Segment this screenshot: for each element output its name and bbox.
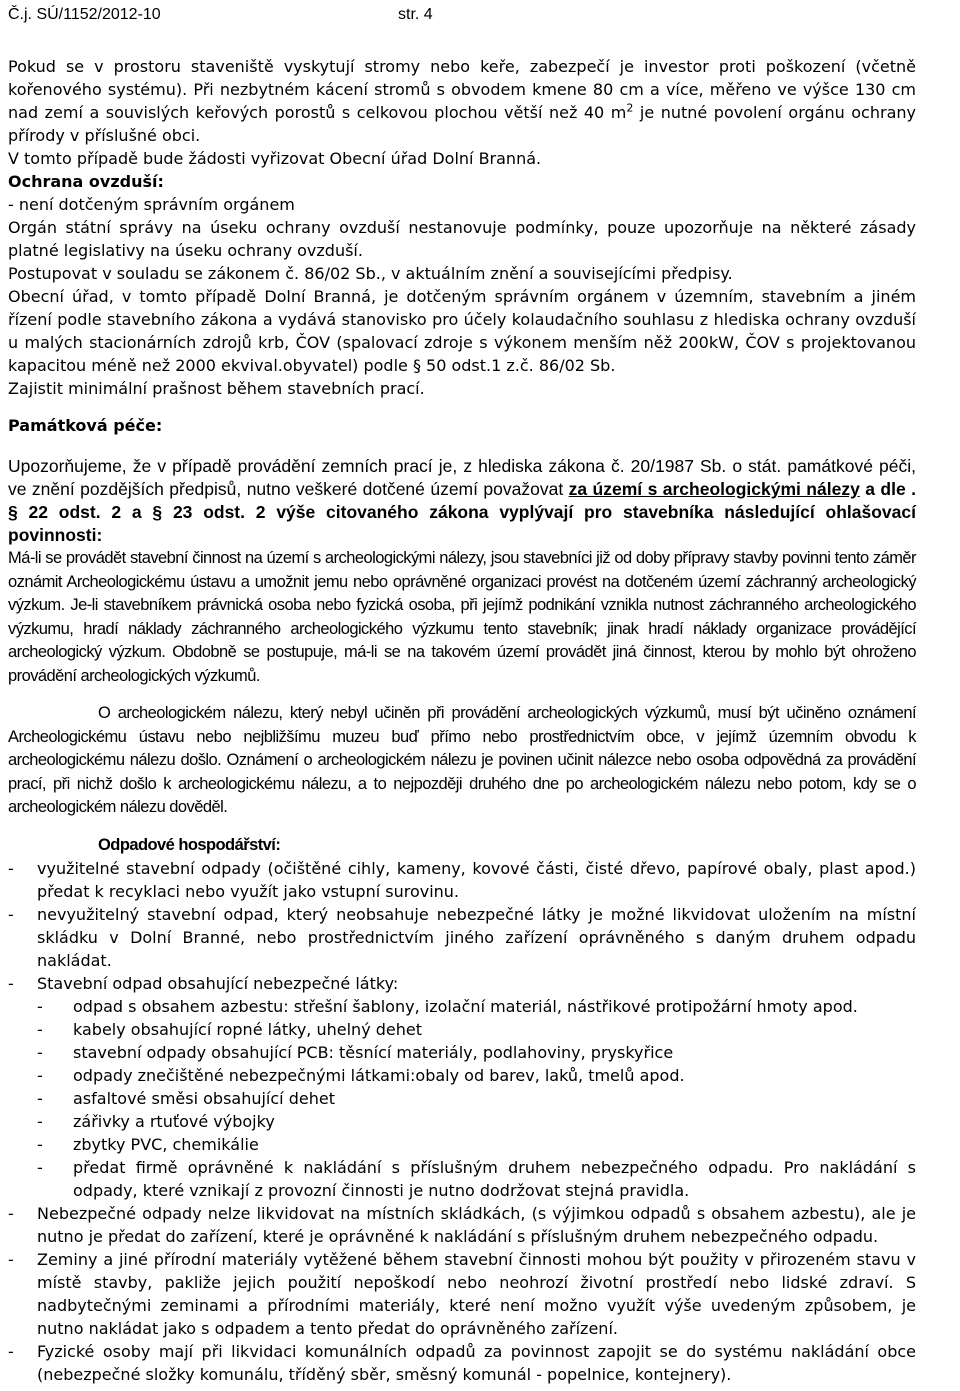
document-body — [8, 55, 916, 1386]
air-line-2: Orgán státní správy na úseku ochrany ovzduší nestanovuje podmínky, pouze upozorňuje na některé zásady platné legislativy na úseku ochrany ovzduší. — [8, 218, 916, 260]
air-line-4: Obecní úřad, v tomto případě Dolní Branná, je dotčeným správním orgánem v územním, stavebním a jiném řízení podle stavebního zákona a vydává stanovisko pro účely kolaudačního souhlasu z hlediska ochrany ovzduší u malých stacionárních zdrojů krb, ČOV (spalovací zdroje s výkonem menším něž 200kW, ČOV s projektovanou kapacitou méně než 2000 ekvival.obyvatel) podle § 50 odst.1 z.č. 86/02 Sb. — [8, 287, 916, 375]
air-protection-heading: Ochrana ovzduší: — [8, 172, 164, 191]
reference-number: Č.j. SÚ/1152/2012-10 — [8, 6, 161, 23]
list-item: - Fyzické osoby mají při likvidaci komunálních odpadů za povinnost zapojit se do systému nakládání obce (nebezpečné složky komunálu, tříděný sběr, směsný komunál - popelnice, kontejnery). — [8, 1342, 916, 1384]
list-item: - využitelné stavební odpady (očištěné cihly, kameny, kovové části, čisté dřevo, papírové obaly, plast apod.) předat k recyklaci nebo využít jako vstupní surovinu. — [8, 859, 916, 901]
authority-paragraph: V tomto případě bude žádosti vyřizovat Obecní úřad Dolní Branná. — [8, 149, 542, 168]
monument-care-heading: Památková péče: — [8, 416, 163, 435]
list-item: - Stavební odpad obsahující nebezpečné látky: — [8, 974, 399, 993]
sub-list-item: - kabely obsahující ropné látky, uhelný dehet — [37, 1020, 422, 1039]
sub-list-item: - zbytky PVC, chemikálie — [37, 1135, 259, 1154]
monument-duties-paragraph: Má-li se provádět stavební činnost na území s archeologickými nálezy, jsou stavebníci již od doby přípravy stavby povinni tento záměr oznámit Archeologickému ústavu a umožnit jemu nebo oprávněné organizaci provést na dotčeném území záchranný archeologický výzkum. Je-li stavebníkem právnická osoba nebo fyzická osoba, při jejímž podnikání vznikla nutnost záchranného archeologického výzkumu, hradí náklady záchranného archeologického výzkumu tento stavebník; jinak hradí náklady organizace provádějící archeologický výzkum. Obdobně se postupuje, má-li se na takovém území provádět jiná činnost, kterou by mohlo být ohroženo provádění archeologických výzkumů. — [8, 549, 916, 685]
list-item: - Nebezpečné odpady nelze likvidovat na místních skládkách, (s výjimkou odpadů s obsahem azbestu), ale je nutno je předat do zařízení, které je oprávněné k nakládání s příslušným druhem nebezpečného odpadu. — [8, 1204, 916, 1246]
monument-paragraph: Upozorňujeme, že v případě provádění zemních prací je, z hlediska zákona č. 20/1987 Sb. o stát. památkové péči, ve znění pozdějších předpisů, nutno veškeré dotčené území považovat za území s archeologickými nálezy a dle . § 22 odst. 2 a § 23 odst. 2 výše citovaného zákona vyplývají pro stavebníka následující ohlašovací povinnosti: — [8, 456, 916, 545]
air-line-5: Zajistit minimální prašnost během stavebních prací. — [8, 379, 425, 398]
sub-list-item: - odpady znečištěné nebezpečnými látkami:obaly od barev, laků, tmelů apod. — [37, 1066, 685, 1085]
page-number: str. 4 — [398, 6, 433, 23]
list-item: - nevyužitelný stavební odpad, který neobsahuje nebezpečné látky je možné likvidovat uložením na místní skládku v Dolní Branné, nebo prostřednictvím jiného zařízení oprávněného s daným druhem odpadu nakládat. — [8, 905, 916, 970]
monument-finding-paragraph: O archeologickém nálezu, který nebyl učiněn při provádění archeologických výzkumů, musí být učiněno oznámení Archeologickému ústavu nebo nejbližšímu muzeu buď přímo nebo prostřednictvím obce, v jejímž územním obvodu k archeologickému nálezu došlo. Oznámení o archeologickém nálezu je povinen učinit nálezce nebo osoba odpovědná za provádění prací, při nichž došlo k archeologickému nálezu, a to nejpozději druhého dne po archeologickém nálezu nebo potom, kdy se o archeologickém nálezu dověděl. — [8, 704, 916, 816]
sub-list-item: - předat firmě oprávněné k nakládání s příslušným druhem nebezpečného odpadu. Pro nakládání s odpady, které vznikají z provozní činnosti je nutno dodržovat stejná pravidla. — [37, 1158, 916, 1200]
list-item: - Zeminy a jiné přírodní materiály vytěžené během stavební činnosti mohou být použity v přirozeném stavu v místě stavby, pakliže jejich použití nepoškodí nebo neohrozí životní prostředí nebo lidské zdraví. S nadbytečnými zeminami a přírodními materiály, které není možno využít výše uvedeným způsobem, je nutno nakládat jako s odpadem a tento předat do oprávněného zařízení. — [8, 1250, 916, 1338]
air-line-1: - není dotčeným správním orgánem — [8, 195, 295, 214]
archeological-area-underlined: za území s archeologickými nálezy — [568, 479, 860, 499]
sub-list-item: - asfaltové směsi obsahující dehet — [37, 1089, 335, 1108]
sub-list-item: - odpad s obsahem azbestu: střešní šablony, izolační materiál, nástřikové protipožární hmoty apod. — [37, 997, 858, 1016]
sub-list-item: - stavební odpady obsahující PCB: těsnící materiály, podlahoviny, pryskyřice — [37, 1043, 674, 1062]
air-line-3: Postupovat v souladu se zákonem č. 86/02 Sb., v aktuálním znění a souvisejícími předpisy. — [8, 264, 733, 283]
waste-management-heading: Odpadové hospodářství: — [98, 835, 281, 854]
page-header — [8, 6, 433, 24]
tree-protection-paragraph: Pokud se v prostoru staveniště vyskytují stromy nebo keře, zabezpečí je investor proti poškození (včetně kořenového systému). Při nezbytném kácení stromů s obvodem kmene 80 cm a více, měřeno ve výšce 130 cm nad zemí a souvislých keřových porostů s celkovou plochou větší než 40 $m^2$ je nutné povolení orgánu ochrany přírody v příslušné obci. — [8, 57, 916, 145]
sub-list-item: - zářivky a rtuťové výbojky — [37, 1112, 275, 1131]
